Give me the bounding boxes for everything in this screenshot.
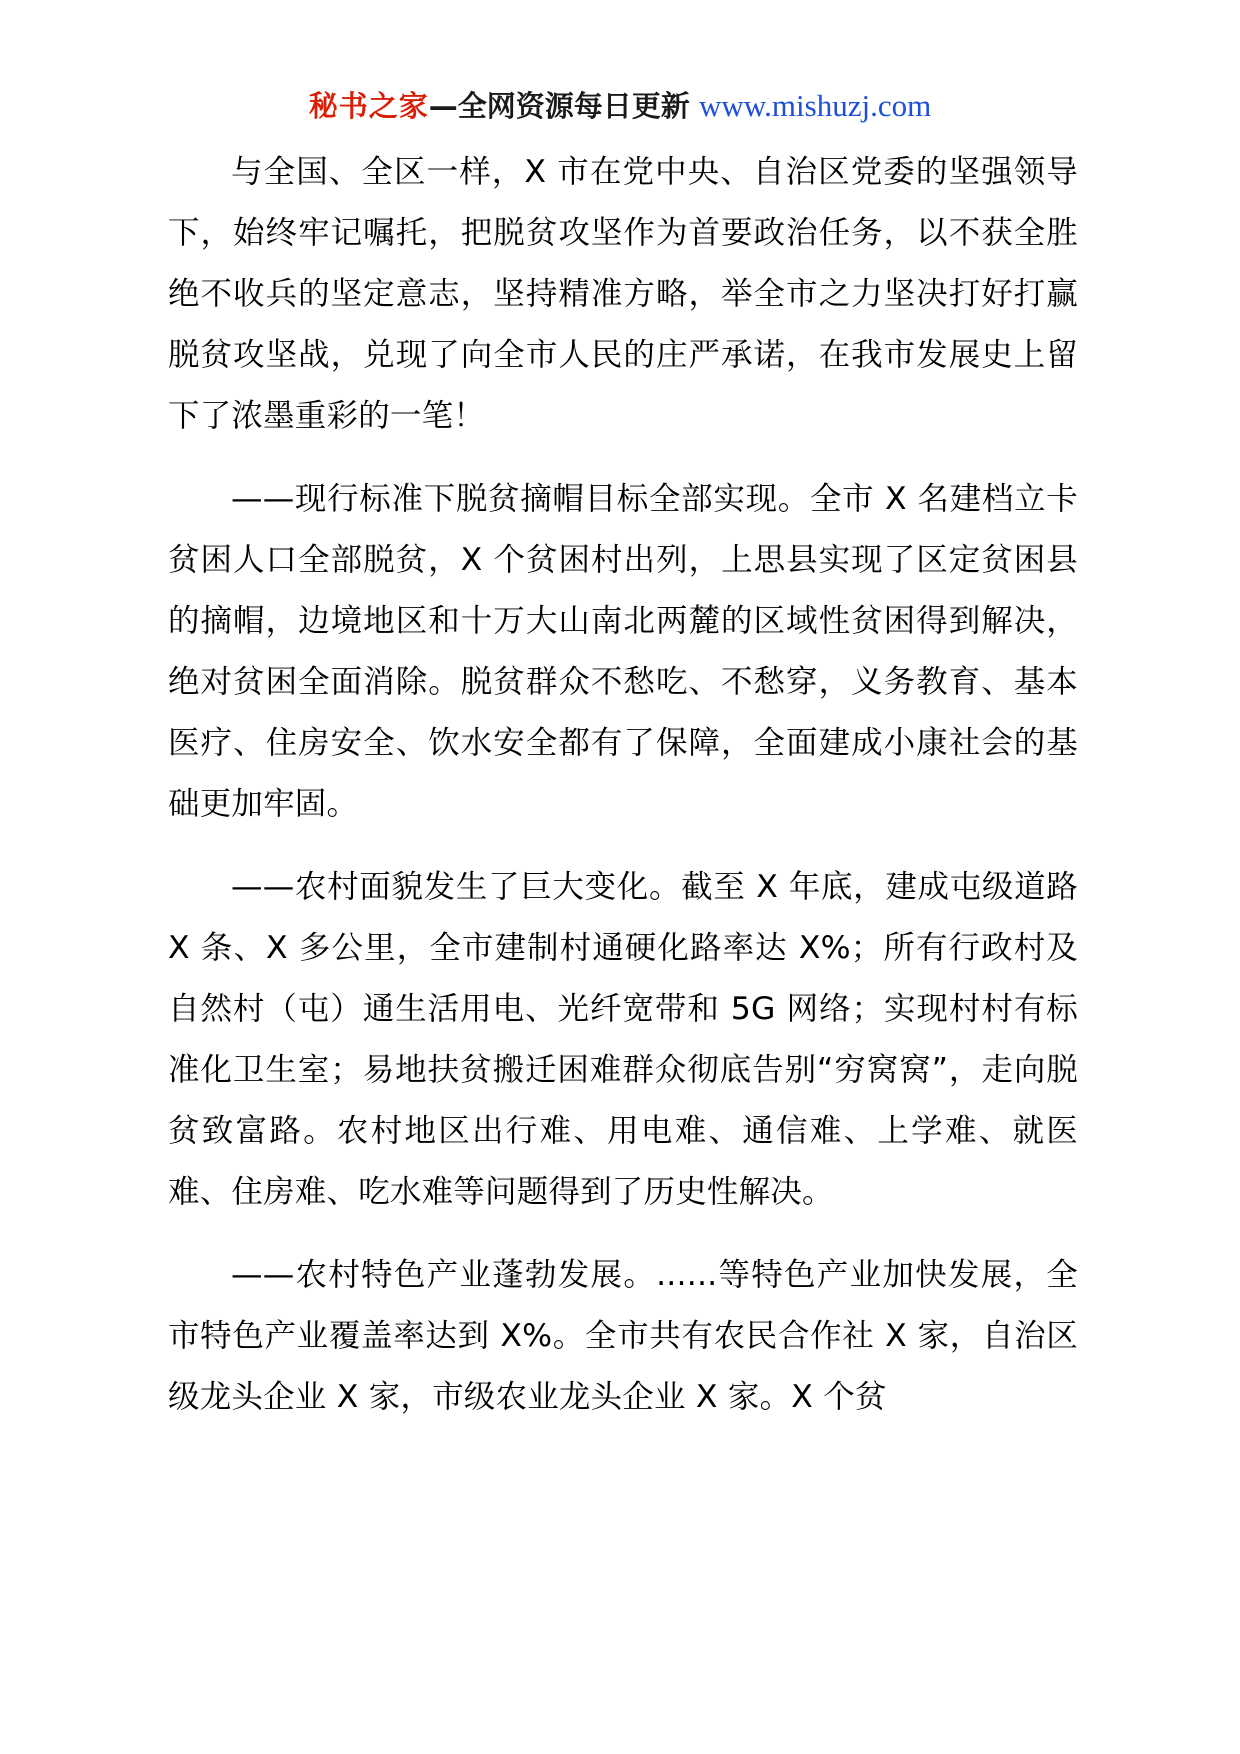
site-tagline: —全网资源每日更新: [428, 89, 690, 123]
paragraph: ——现行标准下脱贫摘帽目标全部实现。全市 X 名建档立卡贫困人口全部脱贫，X 个贫困村出列，上思县实现了区定贫困县的摘帽，边境地区和十万大山南北两麓的区域性贫困得到解决，绝对贫困全面消除。脱贫群众不愁吃、不愁穿，义务教育、基本医疗、住房安全、饮水安全都有了保障，全面建成小康社会的基础更加牢固。: [168, 481, 1078, 822]
site-watermark-header: [0, 88, 1240, 124]
paragraph: ——农村特色产业蓬勃发展。......等特色产业加快发展，全市特色产业覆盖率达到 X%。全市共有农民合作社 X 家，自治区级龙头企业 X 家，市级农业龙头企业 X 家。X 个贫: [168, 1257, 1078, 1415]
paragraph: 与全国、全区一样，X 市在党中央、自治区党委的坚强领导下，始终牢记嘱托，把脱贫攻坚作为首要政治任务，以不获全胜绝不收兵的坚定意志，坚持精准方略，举全市之力坚决打好打赢脱贫攻坚战，兑现了向全市人民的庄严承诺，在我市发展史上留下了浓墨重彩的一笔！: [168, 154, 1078, 434]
site-url[interactable]: www.mishuzj.com: [699, 88, 932, 123]
document-body: [168, 142, 1078, 1428]
site-brand-name: 秘书之家: [308, 89, 429, 123]
paragraph: ——农村面貌发生了巨大变化。截至 X 年底，建成屯级道路 X 条、X 多公里，全市建制村通硬化路率达 X%；所有行政村及自然村（屯）通生活用电、光纤宽带和 5G 网络；实现村村有标准化卫生室；易地扶贫搬迁困难群众彻底告别“穷窝窝”，走向脱贫致富路。农村地区出行难、用电难、通信难、上学难、就医难、住房难、吃水难等问题得到了历史性解决。: [168, 869, 1078, 1210]
